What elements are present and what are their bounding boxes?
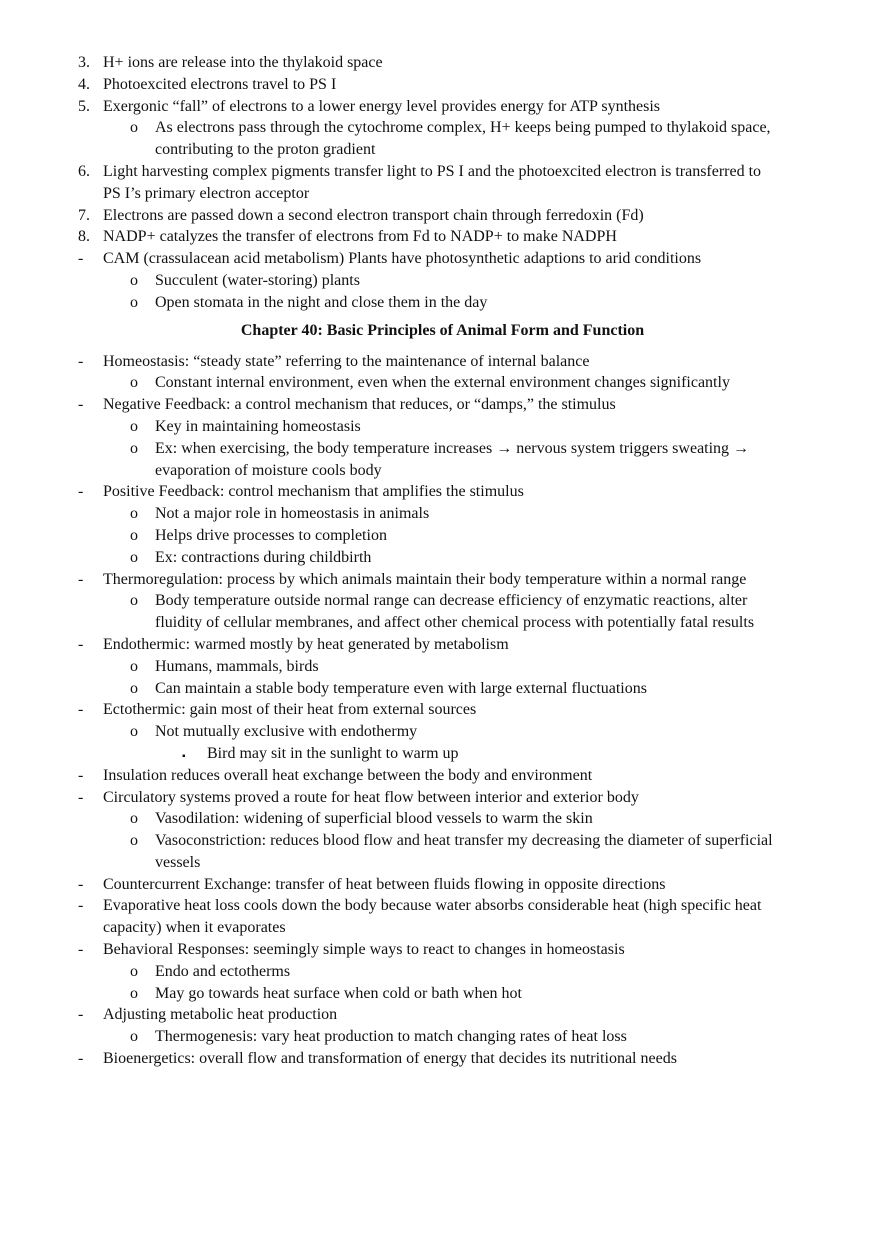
list-item <box>0 1004 880 1026</box>
sub-list-item <box>0 961 880 983</box>
document-page <box>0 52 880 1070</box>
bullet-marker: o <box>130 984 138 1002</box>
sub-list-item-text: Vasoconstriction: reduces blood flow and heat transfer my decreasing the diameter of superficial <box>155 832 773 850</box>
sub-list-item-text: evaporation of moisture cools body <box>155 461 382 479</box>
sub-list-item <box>0 270 880 292</box>
sub-list-item-text: Not mutually exclusive with endothermy <box>155 723 418 741</box>
bullet-marker: o <box>130 723 138 741</box>
list-item <box>0 895 880 917</box>
numbered-step <box>0 74 880 96</box>
sub-list-item-text: Humans, mammals, birds <box>155 657 319 675</box>
sub-list-item <box>0 117 880 139</box>
sub-list-item-text: May go towards heat surface when cold or bath when hot <box>155 984 522 1002</box>
numbered-step <box>0 226 880 248</box>
sub-sub-list-item <box>0 743 880 765</box>
sub-list-item <box>0 656 880 678</box>
list-marker: - <box>78 483 84 501</box>
sub-list-item <box>0 612 880 634</box>
bullet-marker: o <box>130 657 138 675</box>
list-item-text: Positive Feedback: control mechanism that amplifies the stimulus <box>103 483 524 501</box>
list-item-text: Thermoregulation: process by which animals maintain their body temperature within a normal range <box>103 570 747 588</box>
numbered-step-text: Photoexcited electrons travel to PS I <box>103 75 337 93</box>
sub-list-item-text: fluidity of cellular membranes, and affect other chemical process with potentially fatal results <box>155 614 755 632</box>
sub-list-item-text: Helps drive processes to completion <box>155 526 387 544</box>
list-marker: - <box>78 635 84 653</box>
sub-list-item <box>0 830 880 852</box>
sub-list-item <box>0 139 880 161</box>
sub-list-item-text: Key in maintaining homeostasis <box>155 417 361 435</box>
sub-list-item-text: Body temperature outside normal range can decrease efficiency of enzymatic reactions, alter <box>155 592 748 610</box>
bullet-marker: o <box>130 505 138 523</box>
bullet-marker: o <box>130 271 138 289</box>
list-marker: - <box>78 766 84 784</box>
list-item-text: Ectothermic: gain most of their heat from external sources <box>103 701 477 719</box>
list-item <box>0 1048 880 1070</box>
sub-list-item-text: vessels <box>155 853 201 871</box>
list-item <box>0 765 880 787</box>
bullet-marker: o <box>130 592 138 610</box>
cam-note <box>0 248 880 313</box>
list-marker: - <box>78 701 84 719</box>
list-item-text: Endothermic: warmed mostly by heat generated by metabolism <box>103 635 509 653</box>
bullet-marker: o <box>130 832 138 850</box>
list-marker: - <box>78 1050 84 1068</box>
list-item <box>0 394 880 416</box>
list-item <box>0 569 880 591</box>
list-marker: - <box>78 788 84 806</box>
bullet-marker: o <box>130 548 138 566</box>
sub-list-item-text: Constant internal environment, even when the external environment changes significantly <box>155 374 730 392</box>
numbered-step-text: Exergonic “fall” of electrons to a lower energy level provides energy for ATP synthesis <box>103 97 661 115</box>
numbered-step <box>0 52 880 74</box>
list-item <box>0 699 880 721</box>
sub-list-item <box>0 292 880 314</box>
list-item-text: Insulation reduces overall heat exchange between the body and environment <box>103 766 593 784</box>
list-item-text: CAM (crassulacean acid metabolism) Plants have photosynthetic adaptions to arid conditions <box>103 250 702 268</box>
list-marker: - <box>78 570 84 588</box>
list-item <box>0 874 880 896</box>
bullet-marker: o <box>130 439 138 457</box>
sub-list-item-text: Not a major role in homeostasis in animals <box>155 505 430 523</box>
sub-list-item-text: As electrons pass through the cytochrome complex, H+ keeps being pumped to thylakoid space, <box>155 119 771 137</box>
list-marker: - <box>78 941 84 959</box>
list-item <box>0 481 880 503</box>
numbered-step <box>0 205 880 227</box>
numbered-step-text: Electrons are passed down a second electron transport chain through ferredoxin (Fd) <box>103 206 644 224</box>
list-marker: 4. <box>78 75 90 93</box>
sub-list-item <box>0 852 880 874</box>
sub-list-item <box>0 721 880 743</box>
numbered-step-text: PS I’s primary electron acceptor <box>103 184 310 202</box>
list-item-text: Behavioral Responses: seemingly simple ways to react to changes in homeostasis <box>103 941 625 959</box>
list-marker: - <box>78 396 84 414</box>
list-item <box>0 634 880 656</box>
sub-list-item-text: Vasodilation: widening of superficial blood vessels to warm the skin <box>155 810 593 828</box>
sub-list-item-text: Open stomata in the night and close them in the day <box>155 293 488 311</box>
list-marker: - <box>78 352 84 370</box>
bullet-marker: o <box>130 417 138 435</box>
sub-list-item <box>0 460 880 482</box>
sub-list-item <box>0 808 880 830</box>
dash-marker: - <box>78 250 84 268</box>
sub-list-item <box>0 503 880 525</box>
numbered-step <box>0 183 880 205</box>
bullet-marker: o <box>130 293 138 311</box>
sub-list-item-text: Succulent (water-storing) plants <box>155 271 360 289</box>
sub-list-item-text: Ex: contractions during childbirth <box>155 548 372 566</box>
list-item-text: Adjusting metabolic heat production <box>103 1006 338 1024</box>
sub-list-item-text: contributing to the proton gradient <box>155 141 376 159</box>
sub-list-item <box>0 438 880 460</box>
sub-list-item-text: Ex: when exercising, the body temperature increases → nervous system triggers sweating → <box>155 439 750 457</box>
sub-list-item <box>0 372 880 394</box>
list-item <box>0 917 880 939</box>
bullet-marker: o <box>130 526 138 544</box>
photosynthesis-steps-list <box>0 52 880 248</box>
sub-list-item-text: Can maintain a stable body temperature even with large external fluctuations <box>155 679 647 697</box>
list-item-text: Circulatory systems proved a route for heat flow between interior and exterior body <box>103 788 639 806</box>
numbered-step-text: H+ ions are release into the thylakoid space <box>103 54 383 71</box>
bullet-marker: o <box>130 679 138 697</box>
list-item-text: Negative Feedback: a control mechanism that reduces, or “damps,” the stimulus <box>103 396 616 414</box>
sub-list-item <box>0 416 880 438</box>
numbered-step <box>0 161 880 183</box>
list-marker: - <box>78 897 84 915</box>
bullet-marker: o <box>130 962 138 980</box>
bullet-marker: o <box>130 1028 138 1046</box>
list-item-text: Bioenergetics: overall flow and transformation of energy that decides its nutritional needs <box>103 1050 677 1068</box>
list-marker: - <box>78 875 84 893</box>
list-marker: 6. <box>78 162 90 180</box>
list-item-text: capacity) when it evaporates <box>103 919 286 937</box>
list-marker: 8. <box>78 228 90 246</box>
sub-list-item <box>0 1026 880 1048</box>
numbered-step-text: NADP+ catalyzes the transfer of electrons from Fd to NADP+ to make NADPH <box>103 228 617 246</box>
list-item <box>0 351 880 373</box>
list-item-text: Homeostasis: “steady state” referring to the maintenance of internal balance <box>103 352 590 370</box>
sub-list-item-text: Thermogenesis: vary heat production to match changing rates of heat loss <box>155 1028 627 1046</box>
sub-list-item <box>0 983 880 1005</box>
bullet-marker: o <box>130 119 138 137</box>
numbered-step <box>0 96 880 118</box>
list-marker: - <box>78 1006 84 1024</box>
list-marker: 5. <box>78 97 90 115</box>
sub-list-item <box>0 590 880 612</box>
bullet-marker: o <box>130 374 138 392</box>
sub-list-item <box>0 678 880 700</box>
numbered-step-text: Light harvesting complex pigments transfer light to PS I and the photoexcited electron is transferred to <box>103 162 762 180</box>
list-item <box>0 787 880 809</box>
sub-list-item-text: Endo and ectotherms <box>155 962 291 980</box>
sub-list-item <box>0 525 880 547</box>
list-item-text: Evaporative heat loss cools down the body because water absorbs considerable heat (high specific heat <box>103 897 762 915</box>
sub-sub-list-item-text: Bird may sit in the sunlight to warm up <box>207 744 459 762</box>
list-marker: 7. <box>78 206 90 224</box>
square-bullet-marker: ▪ <box>182 750 186 762</box>
chapter-heading: Chapter 40: Basic Principles of Animal Form and Function <box>240 321 645 339</box>
list-item-text: Countercurrent Exchange: transfer of heat between fluids flowing in opposite directions <box>103 875 666 893</box>
bullet-marker: o <box>130 810 138 828</box>
chapter-notes-list <box>0 351 880 1070</box>
list-item <box>0 248 880 270</box>
sub-list-item <box>0 547 880 569</box>
list-item <box>0 939 880 961</box>
list-marker: 3. <box>78 54 90 71</box>
